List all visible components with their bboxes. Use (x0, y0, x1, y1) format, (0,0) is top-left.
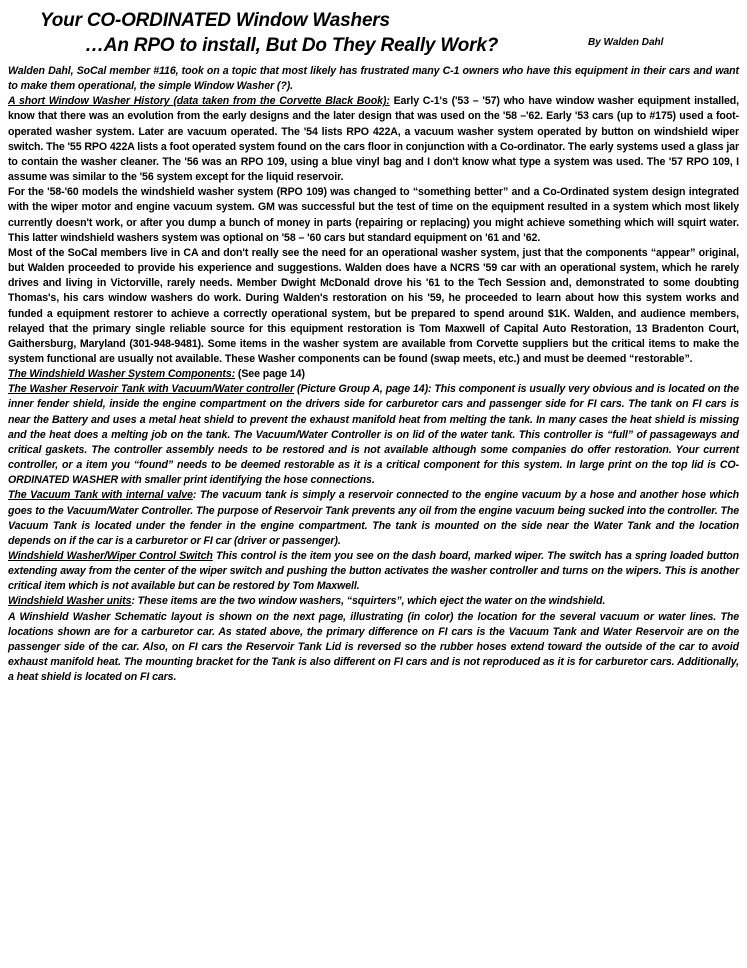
section-heading: The Washer Reservoir Tank with Vacuum/Water controller (8, 383, 295, 396)
section-heading: The Windshield Washer System Components: (8, 368, 236, 381)
models-paragraph (8, 185, 739, 246)
section-heading: Windshield Washer/Wiper Control Switch (8, 550, 213, 562)
paragraph-text: Most of the SoCal members live in CA and don't really see the need for an operational washer system, just that the components “appear” original, but Walden proceeded to provide his experience and suggestions. Walden does have a NCRS '59 car with an operational system, which he rarely drives and living in Victorville, rarely needs. Member Dwight McDonald drove his '61 to the Tech Session and, demonstrated to some doubting Thomas's, his cars window washers do work. During Walden's restoration on his '59, he proceeded to learn about how this system works and funded a equipment restorer to achieve a correctly operational system, but be prepared to spend around $1K. Walden, and audience members, relayed that the primary single reliable source for this equipment restoration is Tom Maxwell of Capital Auto Restoration, 13 Bradenton Court, Gaithersburg, Maryland (301-948-9481). Some items in the washer system are available from Corvette suppliers but the critical items to make the system functional are usually not available. These Washer components can be found (swap meets, etc.) and must be deemed “restorable”. (8, 246, 739, 365)
schematic-paragraph (8, 610, 739, 686)
history-paragraph (8, 94, 739, 185)
paragraph-text: Walden Dahl, SoCal member #116, took on a topic that most likely has frustrated many C-1 owners who have this equipment in their cars and want to make them operational, the simple Window Washer (?). (8, 65, 739, 93)
author-byline: By Walden Dahl (588, 37, 664, 48)
reservoir-paragraph (8, 382, 739, 488)
article-subtitle: …An RPO to install, But Do They Really Work? (85, 35, 499, 56)
paragraph-text: (See page 14) (235, 368, 305, 381)
paragraph-text: : The vacuum tank is simply a reservoir connected to the engine vacuum by a hose and another hose which goes to the Vacuum/Water Controller. The purpose of Reservoir Tank prevents any oil from the engine vacuum being sucked into the controller. The Vacuum Tank is located under the fender in the engine compartment. The tank is mounted on the side near the Water Tank and the location depends on if the car is a carburetor or FI car (driver or passenger). (8, 489, 739, 547)
paragraph-text: This control is the item you see on the dash board, marked wiper. The switch has a spring loaded button extending away from the center of the wiper switch and pushing the button activates the washer controller and turns on the wipers. This is another critical item which is not available but can be restored by Tom Maxwell. (8, 550, 740, 593)
article-title: Your CO-ORDINATED Window Washers (40, 10, 390, 31)
article-body (8, 64, 739, 685)
washer-units-paragraph (8, 594, 739, 609)
control-switch-paragraph (8, 549, 739, 594)
paragraph-text: A Winshield Washer Schematic layout is shown on the next page, illustrating (in color) the location for the several vacuum or water lines. The locations shown are for a carburetor car. As stated above, the primary difference on FI cars is the Vacuum Tank and Water Reservoir are on the passenger side of the car. Also, on FI cars the Reservoir Tank Lid is reversed so the rubber hoses extend toward the outside of the car to avoid exhaust manifold heat. The mounting bracket for the Tank is also different on FI cars and is not reproduced as it is for carburetor cars. Additionally, a heat shield is located on FI cars. (8, 610, 739, 684)
section-heading: Windshield Washer units (8, 595, 132, 608)
section-heading: A short Window Washer History (data taken from the Corvette Black Book): (8, 95, 390, 108)
section-heading: The Vacuum Tank with internal valve (8, 489, 193, 502)
vacuum-tank-paragraph (8, 488, 739, 549)
paragraph-text: (Picture Group A, page 14): This component is usually very obvious and is located on the inner fender shield, inside the engine compartment on the drivers side for carburetor cars and passenger side for FI cars. The tank on FI cars is near the Battery and uses a metal heat shield to prevent the exhaust manifold heat from melting the tank. In many cases the heat shield is missing and the heat does a melting job on the tank. The Vacuum/Water Controller is on lid of the water tank. This controller is “full” of passageways and critical gaskets. The controller assembly needs to be restored and is not available although some companies do offer restoration. Your current controller, or a item you “found” needs to be deemed restorable as it is a critical component for this system. In large print on the top lid is CO-ORDINATED WASHER with smaller print identifying the hose connections. (8, 383, 740, 487)
paragraph-text: : These items are the two window washers, “squirters”, which eject the water on the windshield. (131, 595, 606, 608)
paragraph-text: Early C-1's ('53 – '57) who have window washer equipment installed, know that there was an evolution from the early designs and the later design that was used on the '58 –'62. Early '53 cars (up to #175) used a foot-operated washer system. Later are vacuum operated. The '54 lists RPO 422A, a vacuum washer system operated by button on windshield wiper switch. The '55 RPO 422A lists a foot operated system found on the cars floor in conjunction with a Co-ordinator. The early systems used a glass jar to contain the washer cleaner. The '56 was an RPO 109, using a blue vinyl bag and I don't know what type a system was used. The '57 RPO 109, I assume was similar to the '56 system except for the liquid reservoir. (8, 95, 739, 184)
intro-paragraph (8, 64, 739, 94)
socal-paragraph (8, 246, 739, 367)
components-heading (8, 367, 739, 382)
paragraph-text: For the '58-'60 models the windshield washer system (RPO 109) was changed to “something better” and a Co-Ordinated system design integrated with the wiper motor and engine vacuum system. GM was successful but the test of time on the equipment resulted in a system which most likely currently doesn't work, or after you dump a bunch of money in parts (repairing or replacing) you might achieve something which will squirt water. This latter windshield washers system was optional on '58 – '60 cars but standard equipment on '61 and '62. (8, 186, 739, 244)
